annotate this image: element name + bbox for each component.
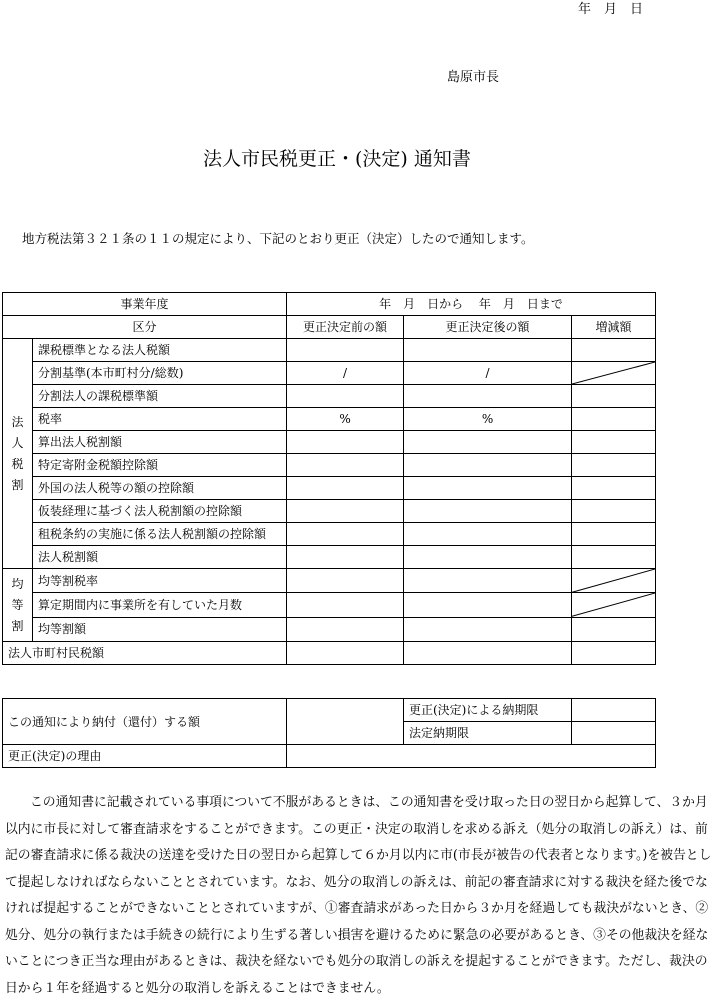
value-cell[interactable]: [404, 477, 572, 500]
value-cell[interactable]: [572, 339, 656, 362]
value-cell[interactable]: [404, 593, 572, 617]
row-label: 税率: [33, 408, 287, 431]
group-char: 割: [11, 478, 24, 492]
value-cell[interactable]: [404, 523, 572, 546]
value-cell[interactable]: [287, 431, 404, 454]
row-label: 仮装経理に基づく法人税割額の控除額: [33, 500, 287, 523]
row-label: 分割基準(本市町村分/総数): [33, 362, 287, 385]
table-row: [3, 339, 656, 362]
group-char: 均: [11, 577, 24, 591]
value-cell[interactable]: [572, 546, 656, 569]
table-row: [3, 316, 656, 339]
value-cell[interactable]: [404, 546, 572, 569]
value-cell[interactable]: [287, 477, 404, 500]
value-cell[interactable]: [572, 431, 656, 454]
value-cell[interactable]: [572, 477, 656, 500]
value-cell[interactable]: [572, 642, 656, 665]
value-cell[interactable]: [287, 617, 404, 641]
slash-mark[interactable]: /: [287, 362, 404, 385]
total-label: 法人市町村民税額: [3, 642, 287, 665]
value-cell[interactable]: [404, 385, 572, 408]
col-category: 区分: [3, 316, 287, 339]
value-cell[interactable]: [404, 431, 572, 454]
row-label: 特定寄附金税額控除額: [33, 454, 287, 477]
table-row: [3, 362, 656, 385]
row-label: 均等割額: [33, 617, 287, 641]
value-cell[interactable]: [404, 339, 572, 362]
table-row: [3, 477, 656, 500]
document-title: 法人市民税更正・(決定) 通知書: [203, 148, 471, 170]
appeal-notice: [5, 790, 716, 1002]
reason-value[interactable]: [287, 745, 656, 768]
table-row: [3, 385, 656, 408]
diagonal-line: [572, 569, 656, 593]
year-label: 事業年度: [3, 293, 287, 316]
table-row: [3, 617, 656, 641]
row-label: 外国の法人税等の額の控除額: [33, 477, 287, 500]
table-row: [3, 593, 656, 617]
value-cell[interactable]: [404, 500, 572, 523]
group-char: 等: [11, 598, 24, 612]
row-label: 租税条約の実施に係る法人税割額の控除額: [33, 523, 287, 546]
table-row: [3, 408, 656, 431]
col-before: 更正決定前の額: [287, 316, 404, 339]
value-cell[interactable]: [572, 523, 656, 546]
value-cell[interactable]: [404, 454, 572, 477]
col-after: 更正決定後の額: [404, 316, 572, 339]
value-cell[interactable]: [572, 617, 656, 641]
row-label: 課税標準となる法人税額: [33, 339, 287, 362]
value-cell[interactable]: [572, 500, 656, 523]
amount-value[interactable]: [287, 699, 404, 745]
year-value: 年 月 日から 年 月 日まで: [287, 293, 656, 316]
table-row: [3, 699, 656, 722]
amount-label: この通知により納付（還付）する額: [3, 699, 287, 745]
value-cell[interactable]: [404, 569, 572, 593]
group-char: 税: [11, 457, 24, 471]
slash-mark[interactable]: /: [404, 362, 572, 385]
table-row: [3, 431, 656, 454]
table-row: [3, 642, 656, 665]
row-label: 法人税割額: [33, 546, 287, 569]
table-row: [3, 546, 656, 569]
row-label: 算定期間内に事業所を有していた月数: [33, 593, 287, 617]
value-cell[interactable]: [287, 454, 404, 477]
col-diff: 増減額: [572, 316, 656, 339]
tax-table: [2, 292, 656, 665]
row-label: 算出法人税割額: [33, 431, 287, 454]
percent-mark[interactable]: %: [404, 408, 572, 431]
table-row: [3, 500, 656, 523]
value-cell[interactable]: [287, 500, 404, 523]
percent-mark[interactable]: %: [287, 408, 404, 431]
diagonal-line: [572, 593, 656, 617]
table-row: [3, 293, 656, 316]
value-cell[interactable]: [572, 454, 656, 477]
value-cell[interactable]: [287, 523, 404, 546]
diagonal-line: [572, 362, 656, 385]
group-hojinzei: [3, 339, 33, 569]
deadline-label: 更正(決定)による納期限: [404, 699, 572, 722]
value-cell[interactable]: [572, 385, 656, 408]
group-char: 法: [11, 415, 24, 429]
legal-deadline-label: 法定納期限: [404, 722, 572, 745]
group-kintou: [3, 569, 33, 642]
row-label: 分割法人の課税標準額: [33, 385, 287, 408]
group-char: 割: [11, 619, 24, 633]
group-char: 人: [11, 436, 24, 450]
table-row: [3, 745, 656, 768]
value-cell[interactable]: [287, 569, 404, 593]
value-cell[interactable]: [404, 617, 572, 641]
date-placeholder: 年 月 日: [578, 2, 644, 17]
value-cell[interactable]: [572, 408, 656, 431]
row-label: 均等割税率: [33, 569, 287, 593]
value-cell[interactable]: [287, 546, 404, 569]
table-row: [3, 454, 656, 477]
deadline-value[interactable]: [572, 699, 656, 722]
intro-text: 地方税法第３２１条の１１の規定により、下記のとおり更正（決定）したので通知します。: [22, 231, 534, 246]
payment-table: [2, 698, 656, 768]
value-cell[interactable]: [287, 385, 404, 408]
table-row: [3, 569, 656, 593]
value-cell[interactable]: [287, 339, 404, 362]
value-cell[interactable]: [287, 642, 404, 665]
legal-deadline-value[interactable]: [572, 722, 656, 745]
value-cell[interactable]: [287, 593, 404, 617]
notice-paragraph: この通知書に記載されている事項について不服があるときは、この通知書を受け取った日の翌日から起算して、３か月以内に市長に対して審査請求をすることができます。この更正・決定の取消しを求める訴え（処分の取消しの訴え）は、前記の審査請求に係る裁決の送達を受けた日の翌日から起算して６か月以内に市(市長が被告の代表者となります。)を被告として提起しなければならないこととされています。なお、処分の取消しの訴えは、前記の審査請求に対する裁決を経た後でなければ提起することができないこととされていますが、①審査請求があった日から３か月を経過しても裁決がないとき、②処分、処分の執行または手続きの続行により生ずる著しい損害を避けるために緊急の必要があるとき、③その他裁決を経ないことにつき正当な理由があるときは、裁決を経ないでも処分の取消しの訴えを提起することができます。ただし、裁決の日から１年を経過すると処分の取消しを訴えることはできません。: [5, 795, 712, 996]
reason-label: 更正(決定)の理由: [3, 745, 287, 768]
issuer-name: 島原市長: [447, 70, 500, 85]
value-cell[interactable]: [404, 642, 572, 665]
table-row: [3, 523, 656, 546]
